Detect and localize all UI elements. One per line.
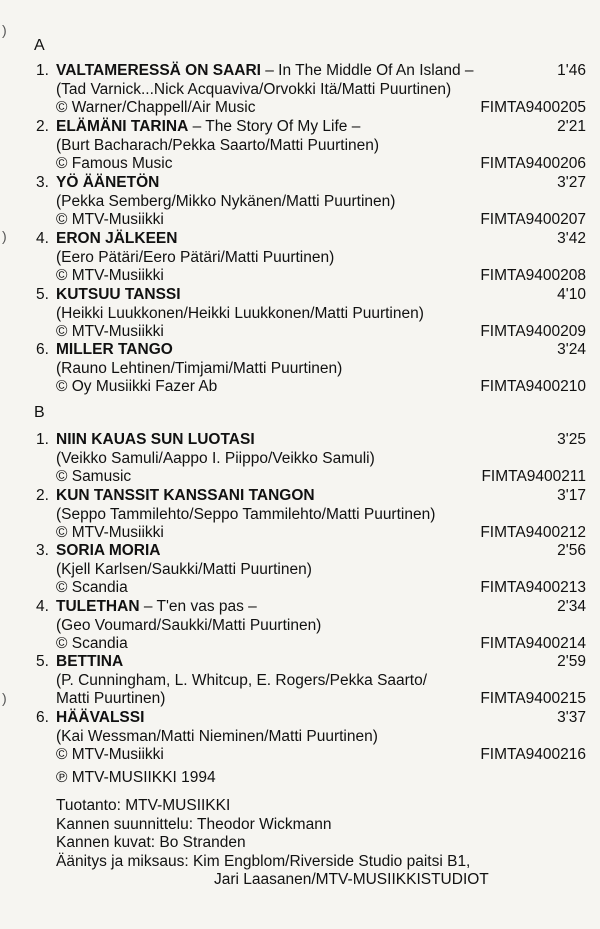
track-credits: (Eero Pätäri/Eero Pätäri/Matti Puurtinen) — [56, 248, 335, 266]
track-number: 2. — [36, 118, 49, 135]
track-credits-continued: Matti Puurtinen) — [56, 690, 166, 707]
track-number: 5. — [36, 286, 49, 303]
track-number: 2. — [36, 487, 49, 504]
track-publisher: © Scandia — [56, 579, 128, 596]
track-code: FIMTA9400206 — [480, 155, 586, 172]
track-credits: (Veikko Samuli/Aappo I. Piippo/Veikko Samuli) — [56, 449, 375, 467]
recording-credit-continued: Jari Laasanen/MTV-MUSIIKKISTUDIOT — [214, 871, 489, 888]
track-credits: (Heikki Luukkonen/Heikki Luukkonen/Matti Puurtinen) — [56, 304, 424, 322]
track-time: 4'10 — [557, 286, 586, 303]
track-b6 — [36, 709, 586, 765]
cover-design-credit: Kannen suunnittelu: Theodor Wickmann — [56, 816, 332, 833]
phonogram-notice: ℗ MTV-MUSIIKKI 1994 — [56, 769, 216, 786]
track-publisher: © Oy Musiikki Fazer Ab — [56, 378, 218, 395]
cover-photos-credit: Kannen kuvat: Bo Stranden — [56, 834, 246, 851]
track-publisher: © Warner/Chappell/Air Music — [56, 99, 256, 116]
recording-credit: Äänitys ja miksaus: Kim Engblom/Riverside Studio paitsi B1, — [56, 853, 471, 870]
track-publisher: © Scandia — [56, 635, 128, 652]
track-credits: (Kai Wessman/Matti Nieminen/Matti Puurtinen) — [56, 727, 378, 745]
production-credit: Tuotanto: MTV-MUSIIKKI — [56, 797, 231, 814]
track-credits: (P. Cunningham, L. Whitcup, E. Rogers/Pekka Saarto/ — [56, 671, 428, 689]
margin-bracket: ) — [2, 22, 7, 38]
track-time: 1'46 — [557, 62, 586, 79]
track-title: ELÄMÄNI TARINA — [56, 118, 189, 135]
track-time: 2'59 — [557, 653, 586, 670]
track-publisher: © MTV-Musiikki — [56, 211, 164, 228]
track-title: VALTAMERESSÄ ON SAARI — [56, 62, 261, 79]
track-subtitle: – In The Middle Of An Island – — [260, 62, 474, 79]
track-number: 3. — [36, 174, 49, 191]
track-b3 — [36, 542, 586, 598]
track-b2 — [36, 487, 586, 543]
track-number: 1. — [36, 431, 49, 448]
track-publisher: © MTV-Musiikki — [56, 746, 164, 763]
track-code: FIMTA9400207 — [480, 211, 586, 228]
track-credits: (Rauno Lehtinen/Timjami/Matti Puurtinen) — [56, 359, 343, 377]
track-code: FIMTA9400214 — [480, 635, 586, 652]
track-title: SORIA MORIA — [56, 542, 161, 559]
track-code: FIMTA9400215 — [480, 690, 586, 707]
track-number: 5. — [36, 653, 49, 670]
side-a-label: A — [34, 37, 45, 54]
track-title: NIIN KAUAS SUN LUOTASI — [56, 431, 255, 448]
track-title: BETTINA — [56, 653, 124, 670]
track-subtitle: – T'en vas pas – — [139, 598, 257, 615]
track-time: 3'27 — [557, 174, 586, 191]
track-a6 — [36, 341, 586, 397]
track-time: 3'37 — [557, 709, 586, 726]
track-publisher: © MTV-Musiikki — [56, 524, 164, 541]
track-publisher: © MTV-Musiikki — [56, 323, 164, 340]
track-code: FIMTA9400208 — [480, 267, 586, 284]
track-code: FIMTA9400213 — [480, 579, 586, 596]
track-credits: (Geo Voumard/Saukki/Matti Puurtinen) — [56, 616, 322, 634]
track-time: 2'34 — [557, 598, 586, 615]
track-title: YÖ ÄÄNETÖN — [56, 174, 160, 191]
track-a4 — [36, 230, 586, 286]
track-credits: (Burt Bacharach/Pekka Saarto/Matti Puurtinen) — [56, 136, 380, 154]
track-credits: (Kjell Karlsen/Saukki/Matti Puurtinen) — [56, 560, 312, 578]
track-publisher: © Samusic — [56, 468, 132, 485]
track-number: 4. — [36, 230, 49, 247]
track-publisher: © MTV-Musiikki — [56, 267, 164, 284]
track-number: 4. — [36, 598, 49, 615]
track-time: 3'25 — [557, 431, 586, 448]
track-code: FIMTA9400209 — [480, 323, 586, 340]
track-number: 3. — [36, 542, 49, 559]
track-b4 — [36, 598, 586, 654]
track-a5 — [36, 286, 586, 342]
track-number: 6. — [36, 709, 49, 726]
track-code: FIMTA9400210 — [480, 378, 586, 395]
track-time: 2'56 — [557, 542, 586, 559]
track-time: 3'17 — [557, 487, 586, 504]
track-title: KUTSUU TANSSI — [56, 286, 181, 303]
track-number: 1. — [36, 62, 49, 79]
track-a3 — [36, 174, 586, 230]
track-b1 — [36, 431, 586, 487]
track-code: FIMTA9400211 — [481, 468, 586, 485]
margin-bracket: ) — [2, 228, 7, 244]
side-b-label: B — [34, 404, 45, 421]
track-time: 3'24 — [557, 341, 586, 358]
track-code: FIMTA9400212 — [480, 524, 586, 541]
track-code: FIMTA9400205 — [480, 99, 586, 116]
track-b5 — [36, 653, 586, 709]
track-code: FIMTA9400216 — [480, 746, 586, 763]
track-time: 2'21 — [557, 118, 586, 135]
track-time: 3'42 — [557, 230, 586, 247]
track-credits: (Pekka Semberg/Mikko Nykänen/Matti Puurtinen) — [56, 192, 396, 210]
track-credits: (Seppo Tammilehto/Seppo Tammilehto/Matti Puurtinen) — [56, 505, 436, 523]
track-credits: (Tad Varnick...Nick Acquaviva/Orvokki Itä/Matti Puurtinen) — [56, 80, 452, 98]
track-title: TULETHAN — [56, 598, 140, 615]
track-number: 6. — [36, 341, 49, 358]
track-a1 — [36, 62, 586, 118]
track-title: ERON JÄLKEEN — [56, 230, 178, 247]
track-subtitle: – The Story Of My Life – — [188, 118, 361, 135]
track-title: HÄÄVALSSI — [56, 709, 145, 726]
track-title: MILLER TANGO — [56, 341, 173, 358]
track-a2 — [36, 118, 586, 174]
margin-bracket: ) — [2, 690, 7, 706]
track-publisher: © Famous Music — [56, 155, 173, 172]
track-title: KUN TANSSIT KANSSANI TANGON — [56, 487, 315, 504]
